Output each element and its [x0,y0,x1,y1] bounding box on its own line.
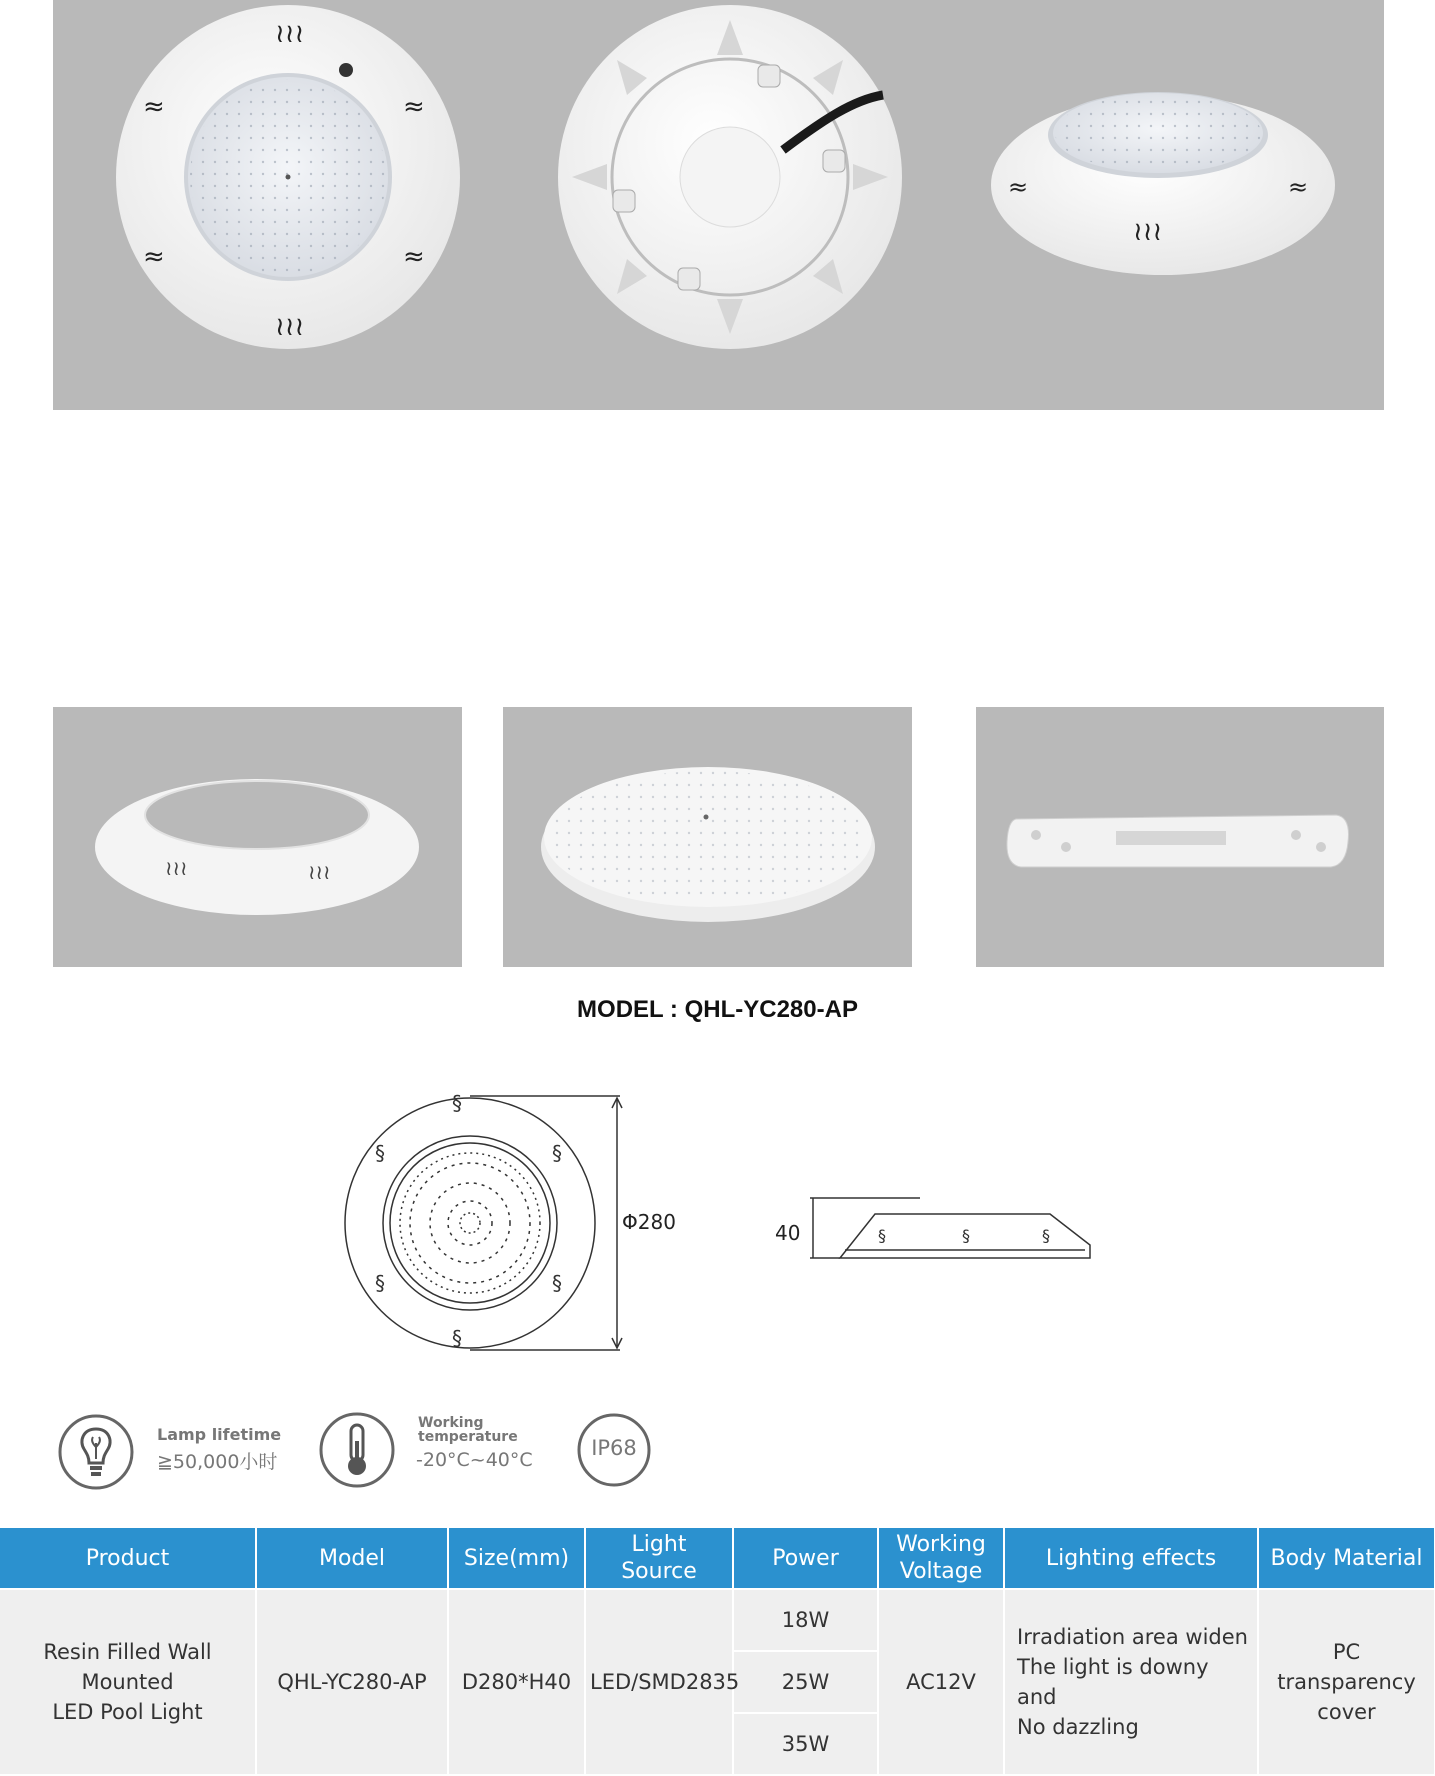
header-body-material: Body Material [1258,1528,1435,1589]
svg-text:§: § [1042,1226,1050,1245]
cell-model: QHL-YC280-AP [256,1589,448,1775]
back-view-light [558,5,902,349]
cell-power-25w: 25W [733,1651,878,1713]
spec-table [0,1528,1435,1776]
cell-power-18w: 18W [733,1589,878,1651]
effects-line1: Irradiation area widen [1017,1625,1248,1649]
diameter-label: Φ280 [622,1210,676,1234]
hero-product-photos [53,0,1384,410]
header-working-voltage-line1: Working [896,1532,986,1557]
feature-temperature [318,1411,396,1493]
temperature-title-line2: temperature [418,1429,518,1445]
svg-text:§: § [375,1271,385,1295]
lifetime-title: Lamp lifetime [157,1425,282,1444]
header-light-source-line1: Light [631,1532,687,1557]
temperature-title-line1: Working [418,1415,484,1431]
svg-text:§: § [552,1141,562,1165]
ip-rating-value: IP68 [591,1436,637,1460]
part-photo-mounting-bracket [976,707,1384,967]
header-working-voltage [878,1528,1004,1589]
header-size: Size(mm) [448,1528,585,1589]
svg-text:≈: ≈ [403,92,425,122]
material-line1: PC transparency [1277,1640,1416,1694]
cell-power-35w: 35W [733,1713,878,1775]
thermometer-icon [318,1411,396,1489]
table-row [0,1589,1435,1651]
cell-product [0,1589,256,1775]
hero-product-photo-panel [53,0,1384,410]
svg-text:≈: ≈ [143,92,165,122]
svg-text:≈: ≈ [1288,173,1309,201]
svg-text:§: § [452,1326,462,1350]
svg-text:≀≀≀: ≀≀≀ [1133,217,1163,247]
header-light-source-line2: Source [621,1559,697,1584]
product-line2: LED Pool Light [52,1700,203,1724]
svg-text:≀≀≀: ≀≀≀ [165,856,188,880]
lens-photo [503,707,912,967]
header-light-source [585,1528,733,1589]
bracket-photo [976,707,1384,967]
header-product: Product [0,1528,256,1589]
front-dimension-drawing [345,1096,622,1350]
feature-lifetime [57,1413,135,1495]
svg-text:§: § [878,1226,886,1245]
svg-text:§: § [452,1091,462,1115]
svg-text:≈: ≈ [143,242,165,272]
cell-voltage: AC12V [878,1589,1004,1775]
model-title [0,996,1435,1024]
part-photo-ring-cover [53,707,462,967]
svg-text:§: § [552,1271,562,1295]
feature-ip-rating [576,1412,652,1492]
svg-text:≈: ≈ [1008,173,1029,201]
svg-text:§: § [962,1226,970,1245]
svg-text:≀≀≀: ≀≀≀ [275,312,305,342]
cell-body-material [1258,1589,1435,1775]
cell-size: D280*H40 [448,1589,585,1775]
material-line2: cover [1317,1700,1376,1724]
header-working-voltage-line2: Voltage [899,1559,983,1584]
cell-lighting-effects [1004,1589,1258,1775]
bulb-icon [57,1413,135,1491]
effects-line2: The light is downy and [1017,1655,1209,1709]
front-view-light [116,5,460,349]
model-title-value: QHL-YC280-AP [684,996,858,1023]
header-model: Model [256,1528,448,1589]
product-line1: Resin Filled Wall Mounted [43,1640,212,1694]
effects-line3: No dazzling [1017,1715,1139,1739]
model-title-prefix: MODEL : [577,996,685,1023]
svg-text:≈: ≈ [403,242,425,272]
angled-view-light [991,92,1335,275]
temperature-value: -20°C~40°C [416,1449,533,1471]
part-photo-lens [503,707,912,967]
technical-drawing [320,1080,1120,1360]
ring-cover-photo [53,707,462,967]
table-header-row [0,1528,1435,1589]
svg-text:§: § [375,1141,385,1165]
header-power: Power [733,1528,878,1589]
lifetime-value: ≧50,000小时 [157,1451,278,1473]
cell-light-source: LED/SMD2835 [585,1589,733,1775]
header-lighting-effects: Lighting effects [1004,1528,1258,1589]
svg-text:≀≀≀: ≀≀≀ [308,860,331,884]
svg-text:≀≀≀: ≀≀≀ [275,19,305,49]
height-label: 40 [775,1221,801,1245]
temperature-title [418,1416,518,1444]
